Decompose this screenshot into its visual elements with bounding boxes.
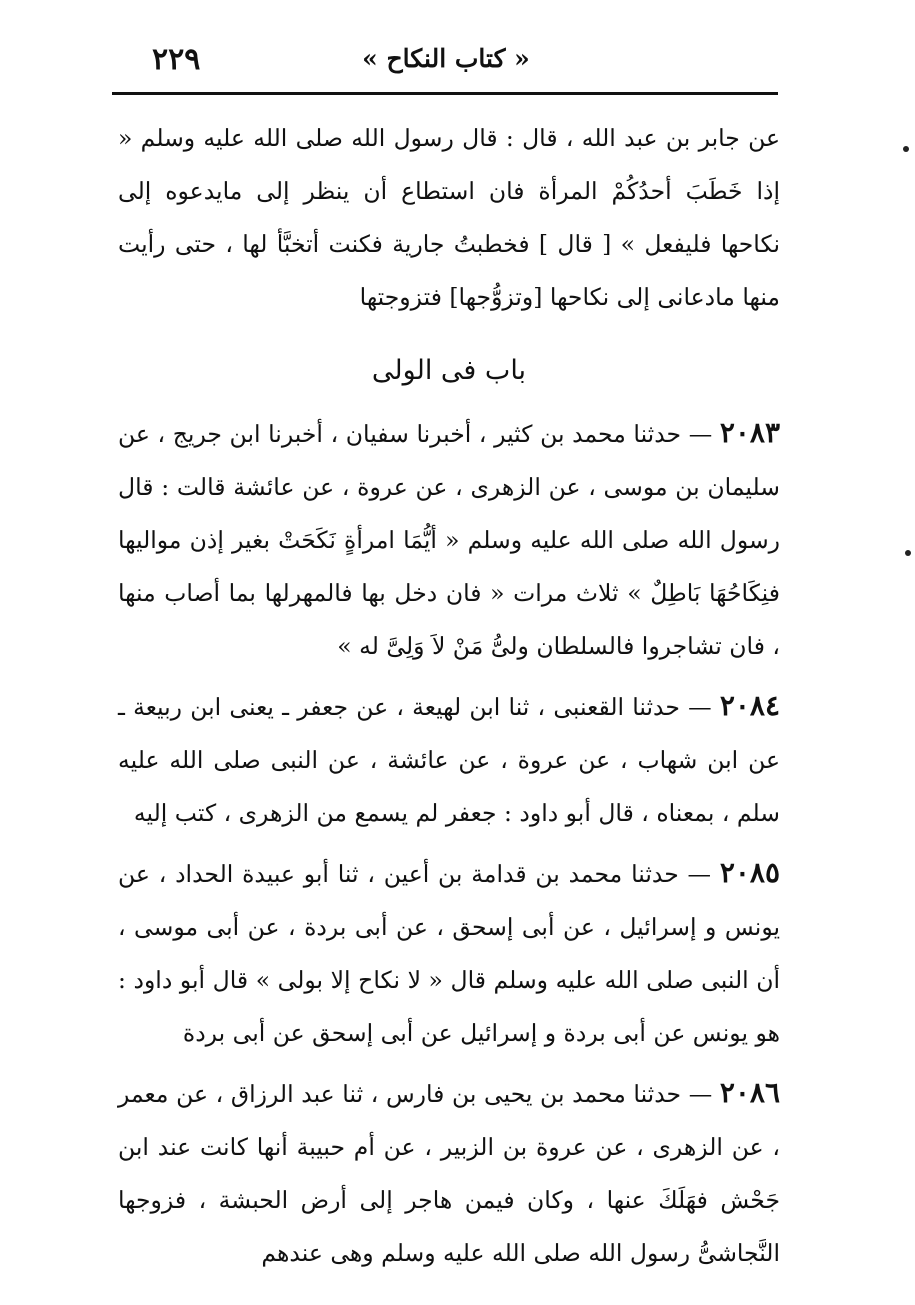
- hadith-text: — حدثنا القعنبى ، ثنا ابن لهيعة ، عن جعفر ـ يعنى ابن ربيعة ـ عن ابن شهاب ، عن عروة ، عن عائشة ، عن النبى صلى الله عليه سلم ، بمعناه ، قال أبو داود : جعفر لم يسمع من الزهرى ، كتب إليه: [118, 693, 780, 827]
- margin-mark: [905, 550, 911, 556]
- hadith-text: — حدثنا محمد بن كثير ، أخبرنا سفيان ، أخبرنا ابن جريج ، عن سليمان بن موسى ، عن الزهرى ، عن عروة ، عن عائشة قالت : قال رسول الله صلى الله عليه وسلم « أيُّمَا امرأةٍ نَكَحَتْ بغير إذن مواليها فنِكَاحُهَا بَاطِلٌ » ثلاث مرات « فان دخل بها فالمهرلها بما أصاب منها ، فان تشاجروا فالسلطان ولىُّ مَنْ لاَ وَلِىَّ له »: [118, 420, 780, 660]
- hadith-paragraph: [118, 679, 780, 840]
- hadith-text: — حدثنا محمد بن يحيى بن فارس ، ثنا عبد الرزاق ، عن معمر ، عن الزهرى ، عن عروة بن الزبير ، عن أم حبيبة أنها كانت عند ابن جَحْش فهَلَكَ عنها ، وكان فيمن هاجر إلى أرض الحبشة ، فزوجها النَّجاشىُّ رسول الله صلى الله عليه وسلم وهى عندهم: [118, 1080, 780, 1267]
- hadith-number: ٢٠٨٦: [719, 1076, 780, 1109]
- section-heading: باب فى الولى: [371, 355, 527, 386]
- hadith-paragraph: [118, 1066, 780, 1280]
- hadith-number: ٢٠٨٥: [719, 856, 780, 889]
- page-header: [112, 38, 780, 90]
- header-rule: [112, 92, 778, 95]
- running-title: « كتاب النكاح »: [362, 44, 530, 73]
- hadith-paragraph: [118, 406, 780, 673]
- hadith-number: ٢٠٨٣: [719, 416, 780, 449]
- hadith-number: ٢٠٨٤: [719, 689, 780, 722]
- continuation-paragraph: عن جابر بن عبد الله ، قال : قال رسول الله صلى الله عليه وسلم « إذا خَطَبَ أحدُكُمْ المرأة فان استطاع أن ينظر إلى مايدعوه إلى نكاحها فليفعل » [ قال ] فخطبتُ جارية فكنت أتخبَّأ لها ، حتى رأيت منها مادعانى إلى نكاحها [وتزوُّجها] فتزوجتها: [118, 124, 780, 311]
- margin-mark: [903, 146, 909, 152]
- hadith-paragraph: [118, 846, 780, 1060]
- hadith-text: — حدثنا محمد بن قدامة بن أعين ، ثنا أبو عبيدة الحداد ، عن يونس و إسرائيل ، عن أبى إسحق ، عن أبى بردة ، عن أبى موسى ، أن النبى صلى الله عليه وسلم قال « لا نكاح إلا بولى » قال أبو داود : هو يونس عن أبى بردة و إسرائيل عن أبى إسحق عن أبى بردة: [118, 860, 780, 1047]
- body-text: [118, 112, 780, 1280]
- page-number: ٢٢٩: [152, 42, 201, 77]
